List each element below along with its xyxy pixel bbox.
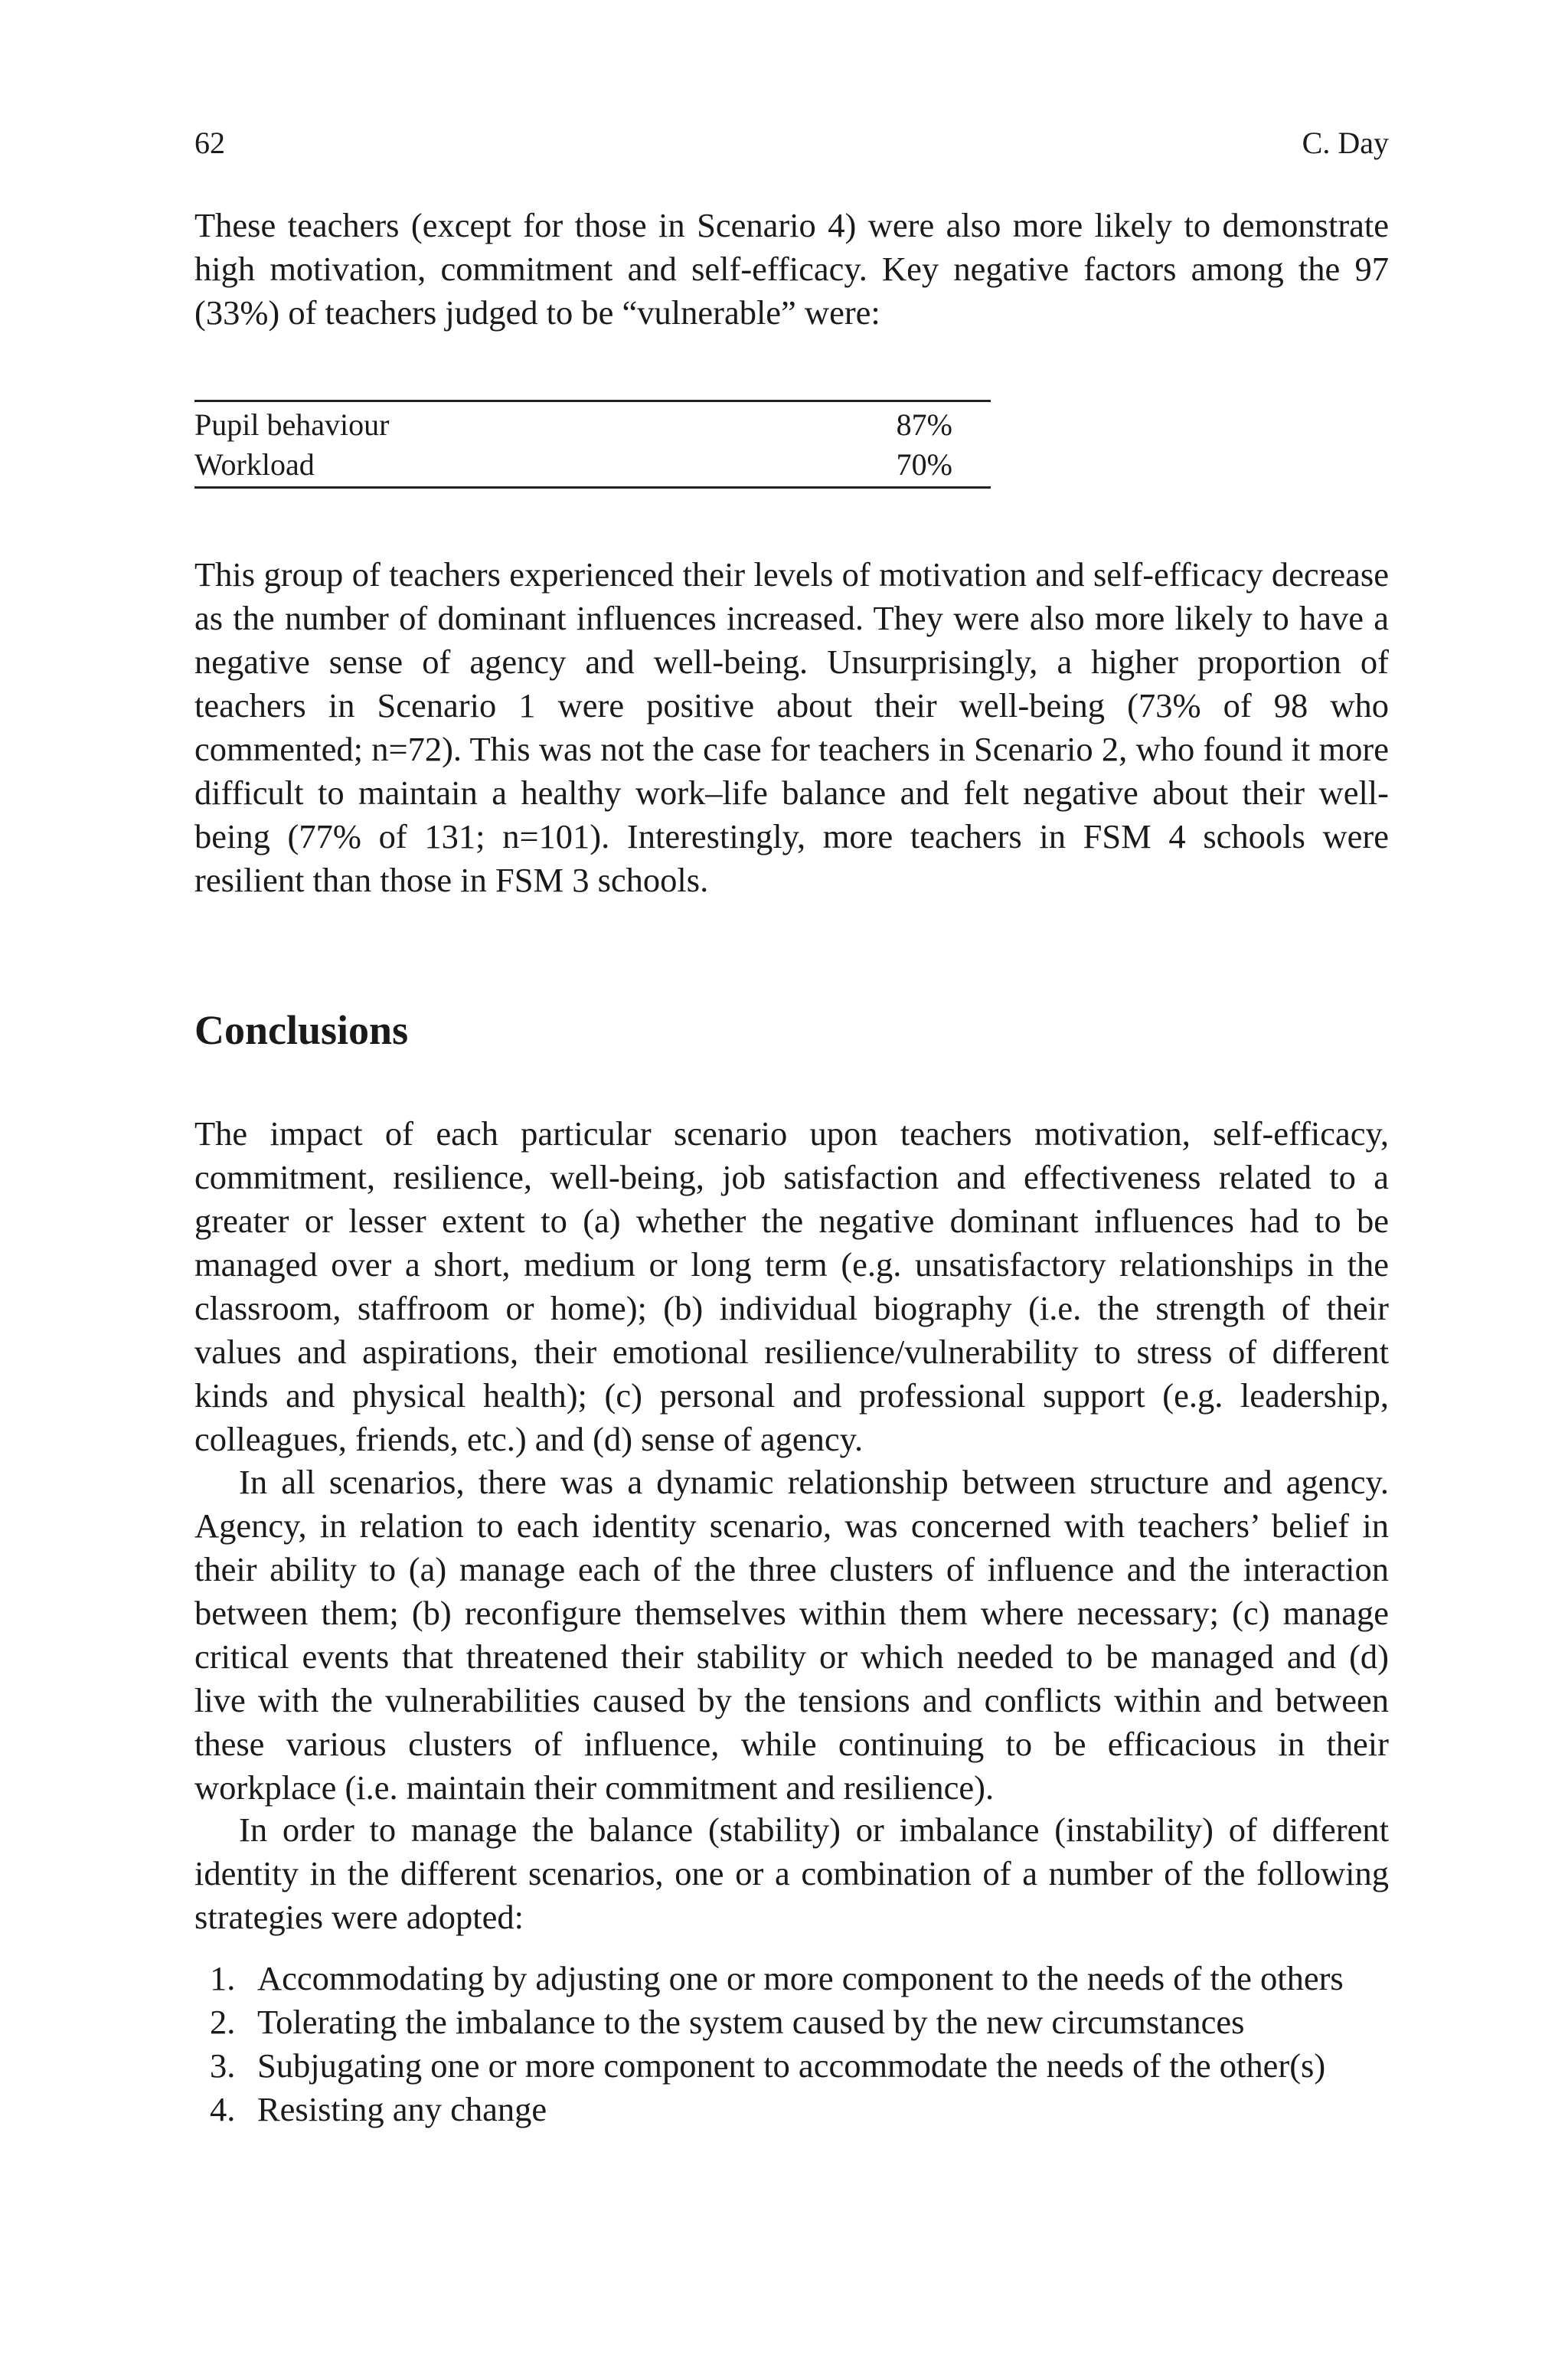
list-item [194,2088,1389,2131]
running-head [194,124,1389,162]
list-item-text: Resisting any change [257,2090,547,2128]
table-row-label: Pupil behaviour [194,407,390,442]
list-item-number: 3. [210,2046,236,2085]
conclusions-paragraph-2: In all scenarios, there was a dynamic relationship between structure and agency. Agency, in relation to each identity scenario, was concerned with teachers’ belief in their ability to (a) manage each of the three clusters of influence and the interaction between them; (b) reconfigure themselves within them where necessary; (c) manage critical events that threatened their stability or which needed to be managed and (d) live with the vulnerabilities caused by the tensions and conflicts within and between these various clusters of influence, while continuing to be efficacious in their workplace (i.e. maintain their commitment and resilience). [194,1463,1389,1807]
table-row [194,405,991,445]
list-item [194,2000,1389,2044]
table-row-value: 87% [896,407,952,442]
conclusions-paragraph-1: The impact of each particular scenario upon teachers motivation, self-efficacy, commitment, resilience, well-being, job satisfaction and effectiveness related to a greater or lesser extent to (a) whether the negative dominant influences had to be managed over a short, medium or long term (e.g. unsatisfactory relationships in the classroom, staffroom or home); (b) individual biography (i.e. the strength of their values and aspirations, their emotional resilience/vulnerability to stress of different kinds and physical health); (c) personal and professional support (e.g. leadership, colleagues, friends, etc.) and (d) sense of agency. [194,1114,1389,1458]
vulnerability-factors-table [194,400,991,489]
list-item-number: 2. [210,2003,236,2041]
strategy-list [194,1957,1389,2131]
list-item [194,1957,1389,2000]
list-item-text: Accommodating by adjusting one or more component to the needs of the others [257,1959,1344,1997]
table-row-label: Workload [194,447,315,482]
list-item-number: 1. [210,1959,236,1997]
section-heading-conclusions: Conclusions [194,1007,409,1053]
conclusions-paragraph-3: In order to manage the balance (stability) or imbalance (instability) of different identity in the different scenarios, one or a combination of a number of the following strategies were adopted: [194,1810,1389,1936]
intro-paragraph: These teachers (except for those in Scenario 4) were also more likely to demonstrate high motivation, commitment and self-efficacy. Key negative factors among the 97 (33%) of teachers judged to be “vulnerable” were: [194,206,1389,332]
list-item-text: Subjugating one or more component to accommodate the needs of the other(s) [257,2046,1326,2085]
running-head-author: C. Day [1302,126,1389,160]
list-item-number: 4. [210,2090,236,2128]
table-row [194,445,991,485]
group-paragraph: This group of teachers experienced their levels of motivation and self-efficacy decrease as the number of dominant influences increased. They were also more likely to have a negative sense of agency and well-being. Unsurprisingly, a higher proportion of teachers in Scenario 1 were positive about their well-being (73% of 98 who commented; n=72). This was not the case for teachers in Scenario 2, who found it more difficult to maintain a healthy work–life balance and felt negative about their well-being (77% of 131; n=101). Interestingly, more teachers in FSM 4 schools were resilient than those in FSM 3 schools. [194,555,1389,899]
list-item-text: Tolerating the imbalance to the system caused by the new circumstances [257,2003,1245,2041]
list-item [194,2044,1389,2088]
page-number: 62 [194,126,225,160]
table-row-value: 70% [896,447,952,482]
